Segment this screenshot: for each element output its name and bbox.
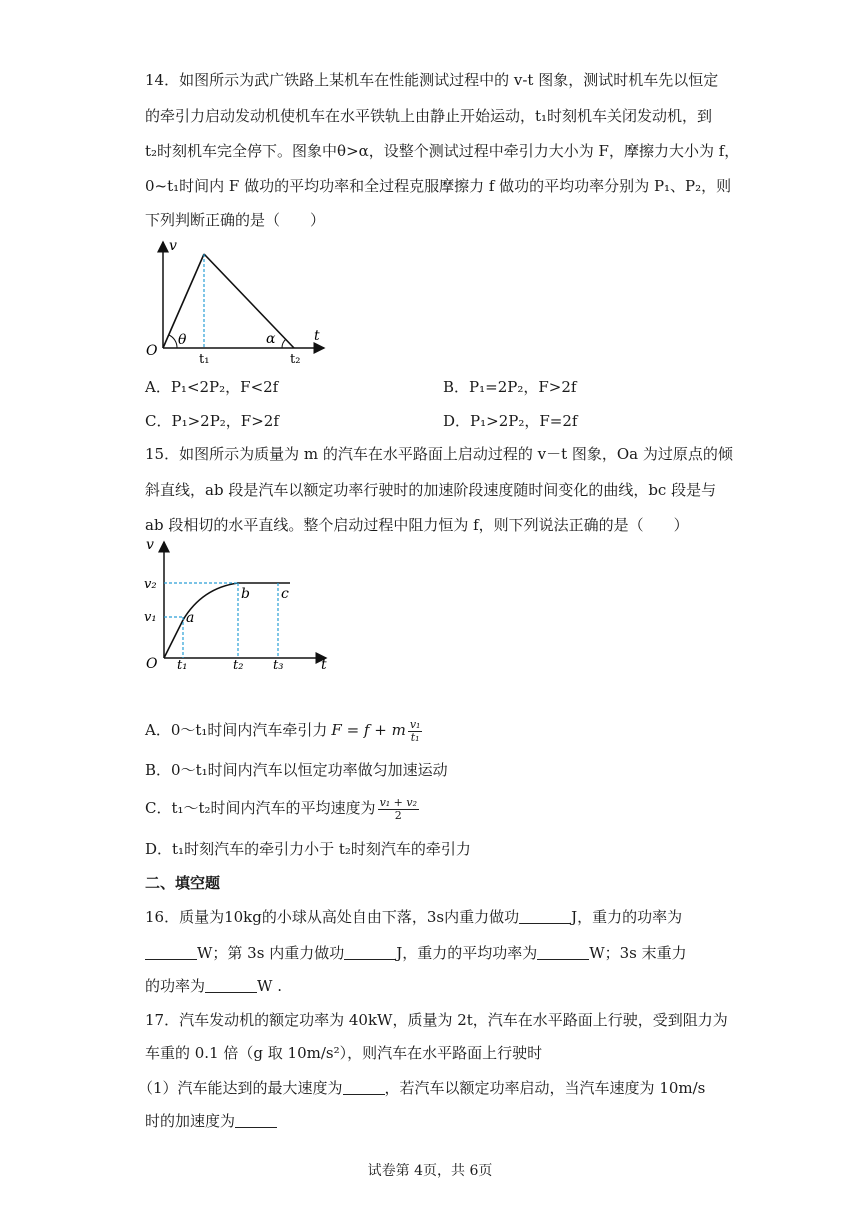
q15-velocity-curve — [164, 583, 290, 658]
q14-option-c: C．P₁>2P₂，F>2f — [145, 412, 279, 430]
q15-point-a-label: a — [186, 610, 195, 626]
q15-option-a-fraction — [408, 719, 423, 744]
q17-line-4 — [145, 1111, 277, 1131]
q15-option-d: D．t₁时刻汽车的牵引力小于 t₂时刻汽车的牵引力 — [145, 840, 471, 858]
q14-alpha-label: α — [266, 331, 276, 347]
q16-line-3 — [145, 976, 282, 996]
q14-t2-label: t₂ — [290, 352, 301, 367]
q15-option-a-formula: F = f + m — [331, 721, 406, 739]
q17-part-2: ，若汽车以额定功率启动，当汽车速度为 10m/s — [384, 1079, 706, 1097]
q14-origin-label: O — [146, 343, 158, 359]
q15-option-b: B．0～t₁时间内汽车以恒定功率做匀加速运动 — [145, 761, 448, 779]
q15-option-a — [145, 716, 422, 744]
q15-vt-graph — [140, 536, 340, 674]
q16-blank-1[interactable] — [519, 909, 571, 924]
q14-t-label: t — [314, 328, 320, 344]
q15-t3-label: t₃ — [273, 658, 284, 673]
q15-line-2: 斜直线，ab 段是汽车以额定功率行驶时的加速阶段速度随时间变化的曲线，bc 段是与 — [145, 481, 717, 499]
q14-option-d: D．P₁>2P₂，F=2f — [443, 412, 578, 430]
q16-part-7: W . — [257, 977, 282, 995]
q15-origin-label: O — [146, 656, 158, 672]
q15-option-c-text: C．t₁～t₂时间内汽车的平均速度为 — [145, 799, 376, 817]
q14-t1-label: t₁ — [199, 352, 210, 367]
q15-point-c-label: c — [281, 586, 289, 602]
q15-option-a-text: A．0～t₁时间内汽车牵引力 — [145, 721, 328, 739]
page-footer: 试卷第 4页，共 6页 — [367, 1163, 493, 1179]
q15-option-c-numerator: v₁ + v₂ — [379, 795, 418, 809]
q15-line-1: 15．如图所示为质量为 m 的汽车在水平路面上启动过程的 v－t 图象，Oa 为过原点的倾 — [145, 445, 733, 463]
q16-part-5: W；3s 末重力 — [589, 944, 687, 962]
q15-option-a-denominator: t₁ — [410, 730, 420, 744]
q15-v-label: v — [146, 537, 154, 553]
q15-point-b-label: b — [241, 586, 250, 602]
q14-line-3: t₂时刻机车完全停下。图象中θ>α，设整个测试过程中牵引力大小为 F，摩擦力大小为 f， — [145, 142, 740, 160]
q17-blank-1[interactable] — [343, 1080, 385, 1095]
q14-v-label: v — [169, 238, 177, 254]
q16-blank-3[interactable] — [344, 945, 396, 960]
q17-blank-2[interactable] — [235, 1113, 277, 1128]
q14-theta-label: θ — [178, 332, 187, 348]
q17-line-1: 17．汽车发动机的额定功率为 40kW，质量为 2t，汽车在水平路面上行驶，受到阻力为 — [145, 1011, 728, 1029]
q16-blank-4[interactable] — [537, 945, 589, 960]
q14-line-4: 0~t₁时间内 F 做功的平均功率和全过程克服摩擦力 f 做功的平均功率分别为 P₁、P₂，则 — [145, 177, 732, 195]
q14-option-b: B．P₁=2P₂，F>2f — [443, 378, 577, 396]
q17-line-2: 车重的 0.1 倍（g 取 10m/s²），则汽车在水平路面上行驶时 — [145, 1044, 543, 1062]
q14-option-a: A．P₁<2P₂，F<2f — [145, 378, 279, 396]
q16-part-2: J，重力的功率为 — [571, 908, 683, 926]
q14-line-2: 的牵引力启动发动机使机车在水平铁轨上由静止开始运动，t₁时刻机车关闭发动机，到 — [145, 107, 713, 125]
q14-line-1: 14．如图所示为武广铁路上某机车在性能测试过程中的 v-t 图象，测试时机车先以恒定 — [145, 71, 719, 89]
q15-v2-label: v₂ — [144, 577, 157, 592]
q15-line-3: ab 段相切的水平直线。整个启动过程中阻力恒为 f，则下列说法正确的是（ ） — [145, 516, 689, 534]
q16-line-2 — [145, 943, 687, 963]
q16-part-6: 的功率为 — [145, 977, 206, 995]
q15-option-c — [145, 794, 419, 822]
q15-t2-label: t₂ — [233, 658, 244, 673]
q15-option-c-fraction — [378, 797, 419, 822]
q17-part-1: （1）汽车能达到的最大速度为 — [138, 1079, 343, 1097]
q16-blank-5[interactable] — [205, 978, 257, 993]
q15-t-label: t — [321, 657, 327, 673]
q16-part-3: W；第 3s 内重力做功 — [197, 944, 345, 962]
q16-part-1: 16．质量为10kg的小球从高处自由下落，3s内重力做功 — [145, 908, 520, 926]
q16-line-1 — [145, 907, 682, 927]
q17-part-3: 时的加速度为 — [145, 1112, 236, 1130]
section-fill-in-heading: 二、填空题 — [145, 874, 221, 892]
q14-line-5: 下列判断正确的是（ ） — [145, 211, 326, 229]
q14-vt-graph — [140, 234, 340, 368]
q15-v1-label: v₁ — [144, 610, 157, 625]
q14-theta-arc — [169, 335, 177, 348]
q17-line-3 — [138, 1078, 705, 1098]
q16-blank-2[interactable] — [145, 945, 197, 960]
q15-option-c-denominator: 2 — [394, 808, 402, 822]
q14-decel-line — [204, 254, 294, 348]
q15-t1-label: t₁ — [177, 658, 188, 673]
q15-option-a-numerator: v₁ — [409, 717, 421, 731]
q16-part-4: J，重力的平均功率为 — [396, 944, 538, 962]
q14-alpha-arc — [282, 339, 286, 348]
